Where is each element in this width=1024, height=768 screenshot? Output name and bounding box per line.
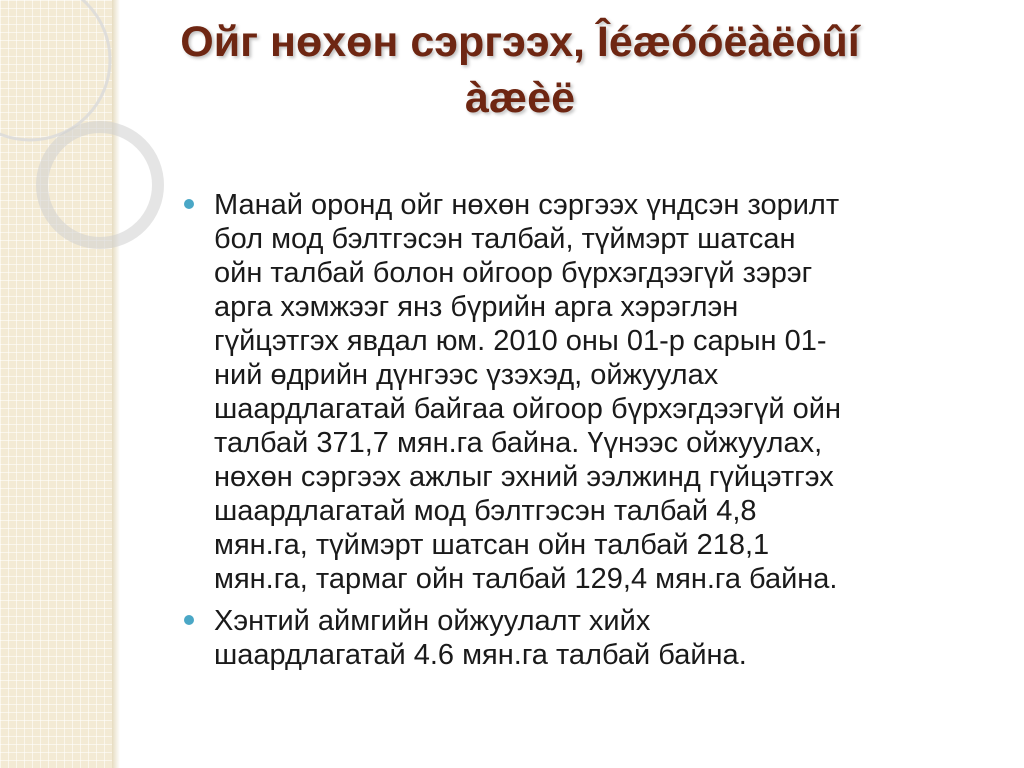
bullet-line: Хэнтий аймгийн ойжуулалт хийх (214, 605, 651, 637)
bullet-list (182, 188, 992, 680)
bullet-dot-icon (184, 615, 194, 625)
bullet-line: шаардлагатай 4.6 мян.га талбай байна. (214, 639, 747, 671)
bullet-line: мян.га, түймэрт шатсан ойн талбай 218,1 (214, 529, 770, 561)
bullet-line: нөхөн сэргээх ажлыг эхний ээлжинд гүйцэтгэх (214, 461, 834, 493)
title-line-1: Ойг нөхөн сэргээх, Îéæóóëàëòûí (180, 18, 860, 66)
bullet-line: бол мод бэлтгэсэн талбай, түймэрт шатсан (214, 223, 796, 255)
bullet-line: мян.га, тармаг ойн талбай 129,4 мян.га байна. (214, 563, 838, 595)
title-line-2: àæèë (465, 74, 575, 122)
bullet-line: шаардлагатай байгаа ойгоор бүрхэгдээгүй ойн (214, 393, 841, 425)
bullet-line: ойн талбай болон ойгоор бүрхэгдээгүй зэрэг (214, 257, 813, 289)
bullet-item (182, 604, 992, 672)
bullet-line: ний өдрийн дүнгээс үзэхэд, ойжуулах (214, 359, 719, 391)
slide-title (80, 14, 960, 126)
deco-circle-small (42, 127, 158, 243)
bullet-line: талбай 371,7 мян.га байна. Үүнээс ойжуулах, (214, 427, 823, 459)
bullet-line: арга хэмжээг янз бүрийн арга хэрэглэн (214, 291, 739, 323)
bullet-line: Манай оронд ойг нөхөн сэргээх үндсэн зорилт (214, 189, 840, 221)
bullet-line: гүйцэтгэх явдал юм. 2010 оны 01-р сарын 01- (214, 325, 827, 357)
bullet-item (182, 188, 992, 596)
bullet-dot-icon (184, 199, 194, 209)
bullet-line: шаардлагатай мод бэлтгэсэн талбай 4,8 (214, 495, 757, 527)
